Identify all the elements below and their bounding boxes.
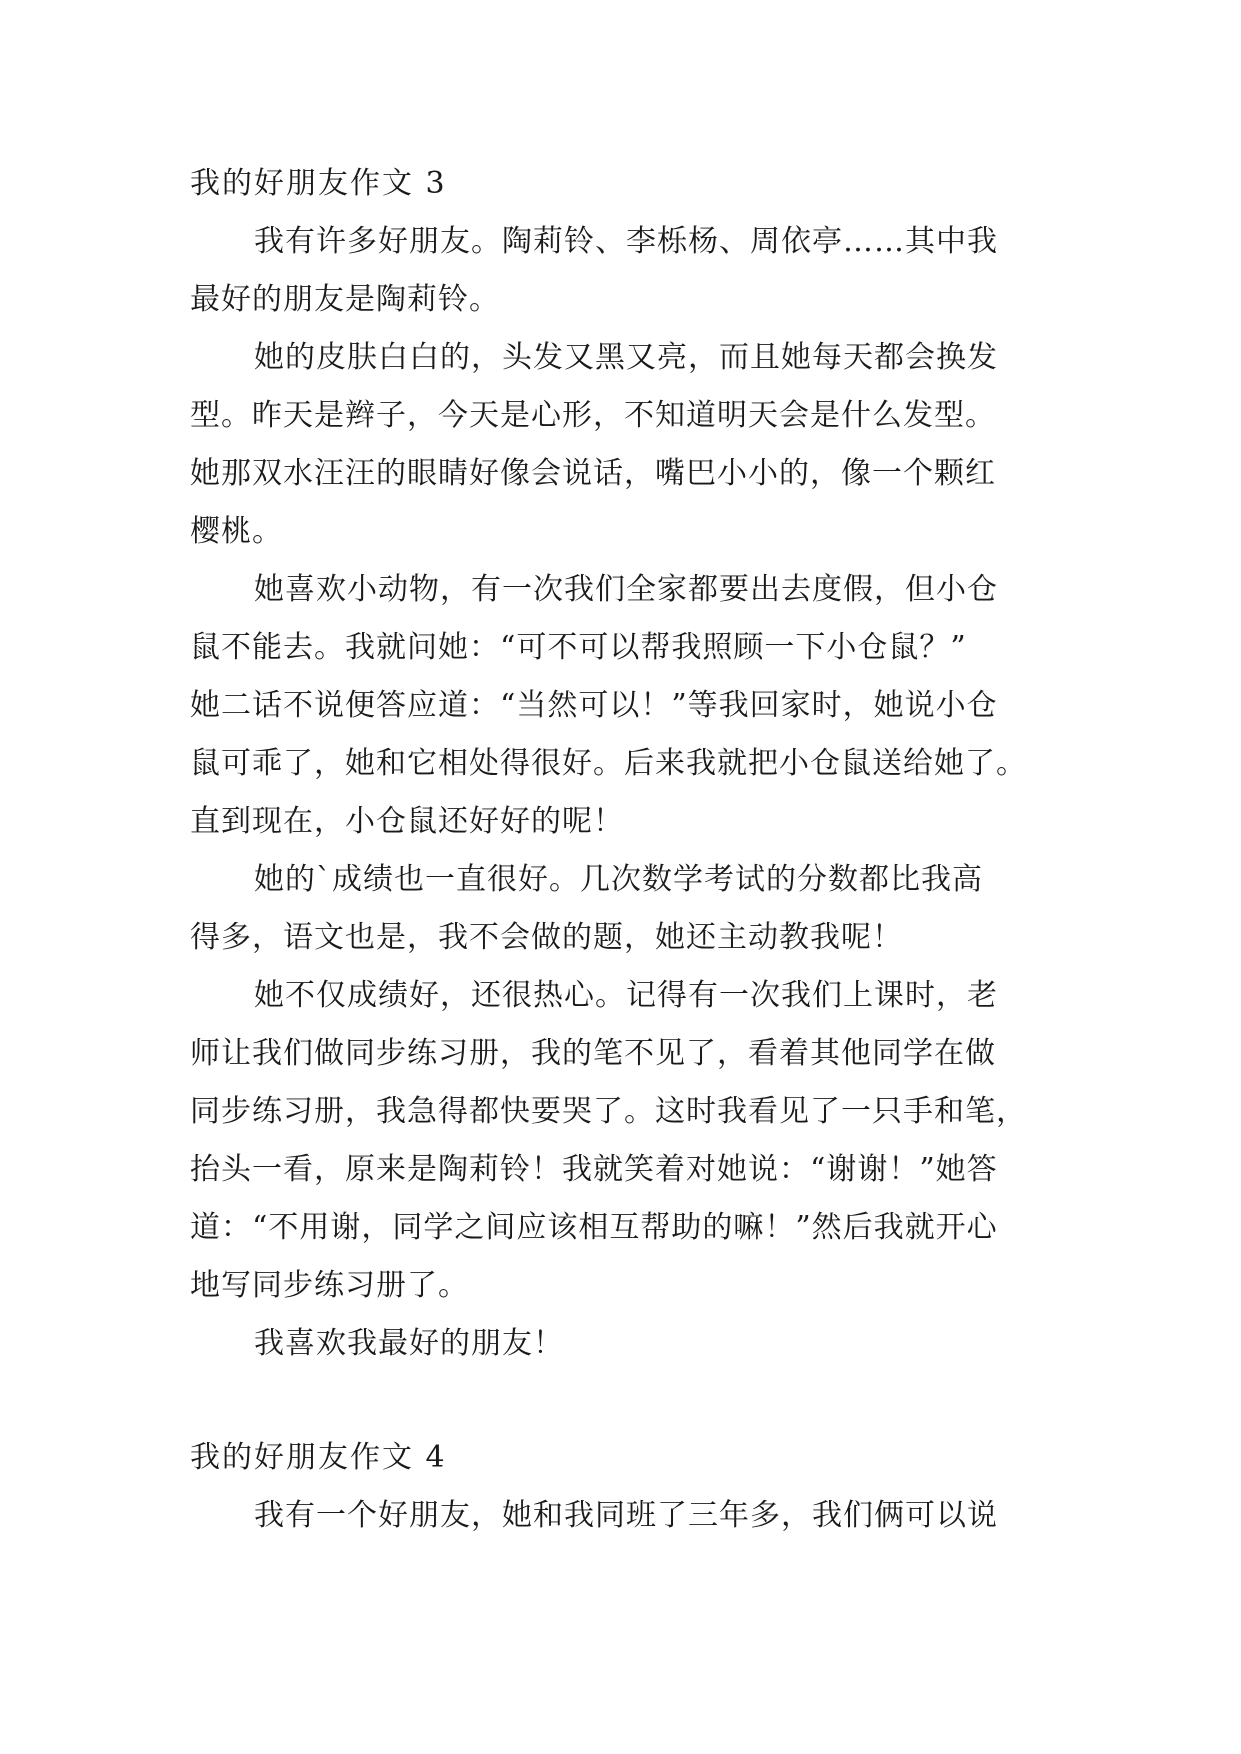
essay-3-paragraph-6-line-1: 我喜欢我最好的朋友！ <box>254 1326 564 1361</box>
essay-3-paragraph-5-line-1: 她不仅成绩好，还很热心。记得有一次我们上课时，老 <box>254 978 998 1013</box>
essay-3-paragraph-5-line-2: 师让我们做同步练习册，我的笔不见了，看着其他同学在做 <box>190 1036 996 1071</box>
essay-3-paragraph-3-line-4: 鼠可乖了，她和它相处得很好。后来我就把小仓鼠送给她了。 <box>190 746 1027 781</box>
essay-3-paragraph-2-line-4: 樱桃。 <box>190 514 283 549</box>
essay-3-paragraph-3-line-5: 直到现在，小仓鼠还好好的呢！ <box>190 804 624 839</box>
essay-4-paragraph-1-line-1: 我有一个好朋友，她和我同班了三年多，我们俩可以说 <box>254 1498 998 1533</box>
essay-3-paragraph-2-line-2: 型。昨天是辫子，今天是心形，不知道明天会是什么发型。 <box>190 398 996 433</box>
essay-3-paragraph-5-line-6: 地写同步练习册了。 <box>190 1268 469 1303</box>
essay-3-paragraph-5-line-4: 抬头一看，原来是陶莉铃！我就笑着对她说：“谢谢！”她答 <box>190 1152 998 1187</box>
essay-3-paragraph-4-line-1: 她的`成绩也一直很好。几次数学考试的分数都比我高 <box>254 862 983 897</box>
essay-3-paragraph-1-line-1: 我有许多好朋友。陶莉铃、李栎杨、周依亭……其中我 <box>254 224 998 259</box>
essay-3-paragraph-1-line-2: 最好的朋友是陶莉铃。 <box>190 282 500 317</box>
essay-3-paragraph-3-line-3: 她二话不说便答应道：“当然可以！”等我回家时，她说小仓 <box>190 688 998 723</box>
essay-3-paragraph-3-line-2: 鼠不能去。我就问她：“可不可以帮我照顾一下小仓鼠？” <box>190 630 967 665</box>
essay-3-paragraph-5-line-5: 道：“不用谢，同学之间应该相互帮助的嘛！”然后我就开心 <box>190 1210 998 1245</box>
essay-3-paragraph-5-line-3: 同步练习册，我急得都快要哭了。这时我看见了一只手和笔， <box>190 1094 1027 1129</box>
essay-3-title: 我的好朋友作文 3 <box>190 166 447 201</box>
essay-3-paragraph-2-line-1: 她的皮肤白白的，头发又黑又亮，而且她每天都会换发 <box>254 340 998 375</box>
essay-3-paragraph-2-line-3: 她那双水汪汪的眼睛好像会说话，嘴巴小小的，像一个颗红 <box>190 456 996 491</box>
essay-3-paragraph-3-line-1: 她喜欢小动物，有一次我们全家都要出去度假，但小仓 <box>254 572 998 607</box>
essay-4-title: 我的好朋友作文 4 <box>190 1440 447 1475</box>
essay-3-paragraph-4-line-2: 得多，语文也是，我不会做的题，她还主动教我呢！ <box>190 920 903 955</box>
